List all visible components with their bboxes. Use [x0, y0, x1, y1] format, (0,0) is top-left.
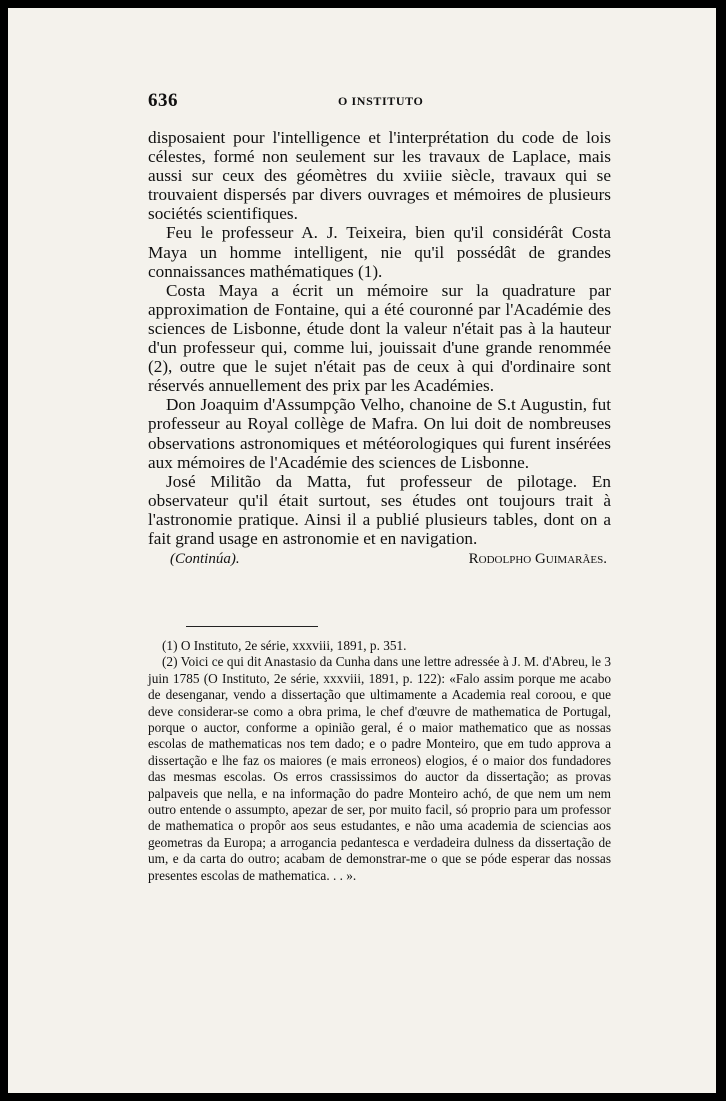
- continued-note: (Continúa).: [170, 551, 240, 568]
- paragraph-4: Don Joaquim d'Assumpção Velho, chanoine de S.t Augustin, fut professeur au Royal collège de Mafra. On lui doit de nombreuses observations astronomiques et météorologiques qui furent insérées aux mémoires de l'Académie des sciences de Lisbonne.: [148, 395, 611, 472]
- running-title: O INSTITUTO: [338, 94, 424, 108]
- paragraph-2: Feu le professeur A. J. Teixeira, bien qu'il considérât Costa Maya un homme intelligent, nie qu'il possédât de grandes connaissances mathématiques (1).: [148, 223, 611, 281]
- footnote-1: (1) O Instituto, 2e série, xxxviii, 1891, p. 351.: [162, 638, 407, 653]
- footnote-divider: [186, 626, 318, 627]
- footnotes: [148, 638, 611, 884]
- page-header: [148, 90, 608, 114]
- author-signature: Rodolpho Guimarães.: [468, 551, 607, 568]
- book-page: [8, 8, 716, 1093]
- paragraph-1: disposaient pour l'intelligence et l'interprétation du code de lois célestes, formé non seulement sur les travaux de Laplace, mais aussi sur ceux des géomètres du xviiie siècle, travaux qui se trouvaient dispersés par divers ouvrages et mémoires de plusieurs sociétés scientifiques.: [148, 128, 611, 224]
- paragraph-5: José Militão da Matta, fut professeur de pilotage. En observateur qu'il était surtout, ses études ont toujours trait à l'astronomie pratique. Ainsi il a publié plusieurs tables, dont on a fait grand usage en astronomie et en navigation.: [148, 471, 611, 548]
- main-text: [148, 128, 611, 569]
- page-number: 636: [148, 90, 178, 111]
- footnote-2: (2) Voici ce qui dit Anastasio da Cunha dans une lettre adressée à J. M. d'Abreu, le 3 juin 1785 (O Instituto, 2e série, xxxviii, 1891, p. 122): «Falo assim porque me acabo de desenganar, vendo a dissertação que ultimamente a Academia real coroou, e que deve considerar-se como a obra prima, le chef d'œuvre de mathematica de Portugal, porque o auctor, conforme a opinião geral, é o maior mathematico que as nossas escolas de mathematicas nos tem dado; e o padre Monteiro, que em tudo approva a dissertação e lhe faz os maiores (e mais erroneos) elogios, é o maior dos fundadores das mesmas escolas. Os erros crassissimos do auctor da dissertação; as provas palpaveis que nella, e na informação do padre Monteiro achó, de que nem um nem outro entende o assumpto, apezar de ser, por muito facil, só proprio para um professor de mathematica o propôr aos seus estudantes, e não uma academia de sciencias aos geometras da Europa; a arrogancia pedantesca e verdadeira dulness da dissertação de um, e da carta do outro; acabam de demonstrar-me o que se póde esperar das nossas presentes escolas de mathematica. . . ».: [148, 654, 611, 883]
- signature-line: [148, 550, 611, 569]
- paragraph-3: Costa Maya a écrit un mémoire sur la quadrature par approximation de Fontaine, qui a été couronné par l'Académie des sciences de Lisbonne, étude dont la valeur n'était pas à la hauteur d'un professeur qui, comme lui, jouissait d'une grande renommée (2), outre que le sujet n'était pas de ceux à qui d'ordinaire sont réservés annuellement des prix par les Académies.: [148, 280, 611, 396]
